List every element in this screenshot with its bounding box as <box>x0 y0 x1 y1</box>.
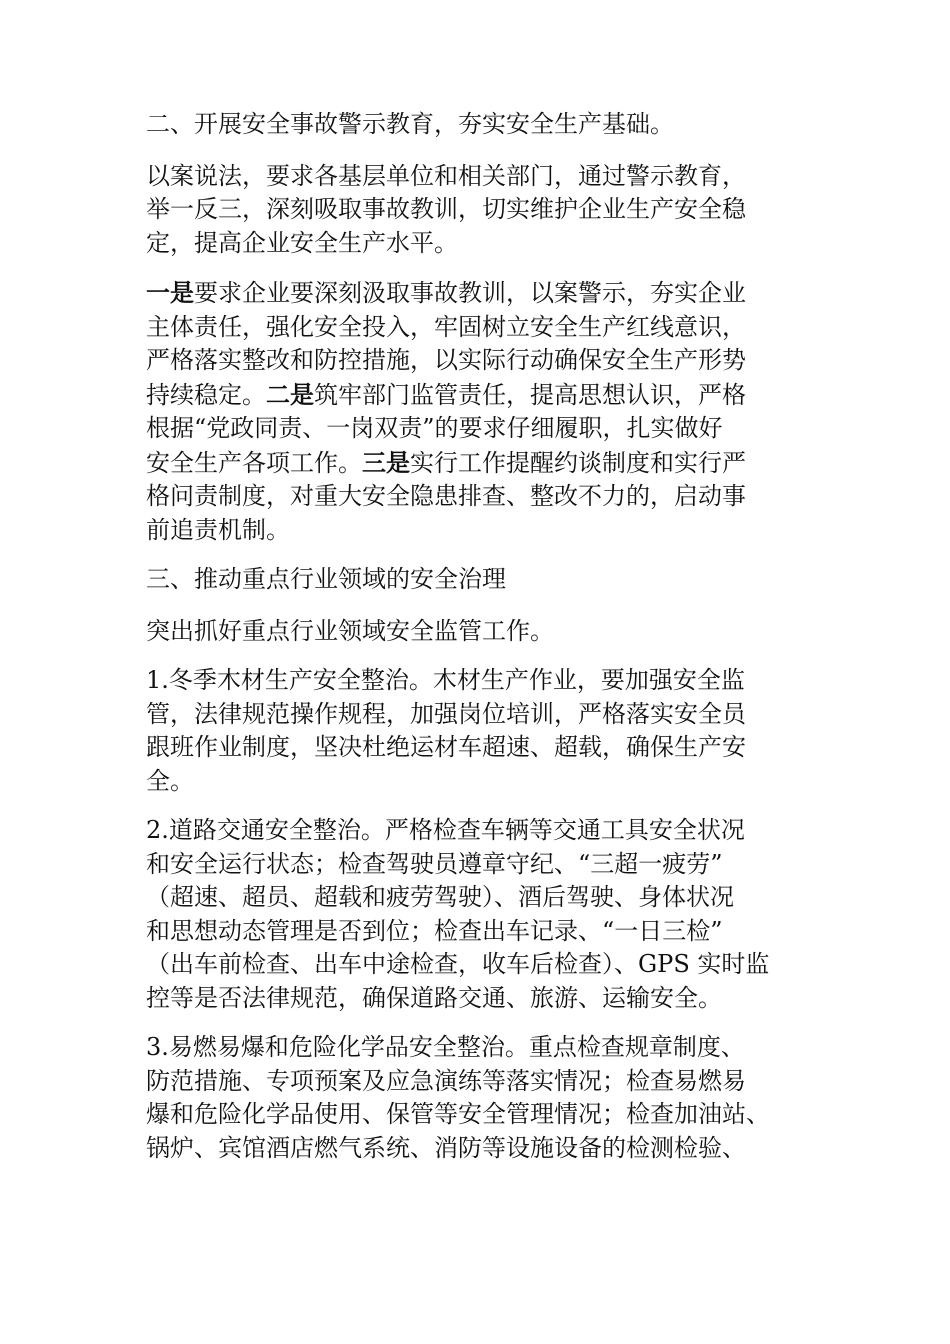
paragraph-item-2-traffic: 2.道路交通安全整治。严格检查车辆等交通工具安全状况 和安全运行状态；检查驾驶员遵章守纪、“三超一疲劳” （超速、超员、超载和疲劳驾驶）、酒后驾驶、身体状况 和思想动态管理是否到位；检查出车记录、“一日三检” （出车前检查、出车中途检查，收车后检查）、GPS 实时监 控等是否法律规范，确保道路交通、旅游、运输安全。 <box>146 816 770 1012</box>
point-text-three: 实行工作提醒约谈制度和实行严 格问责制度，对重大安全隐患排查、整改不力的，启动事 前追责机制。 <box>146 448 746 544</box>
section-heading-3: 三、推动重点行业领域的安全治理 <box>146 565 506 593</box>
paragraph-key-industries: 突出抓好重点行业领域安全监管工作。 <box>146 616 554 645</box>
point-marker-three: 三是 <box>362 447 410 477</box>
section-heading-2: 二、开展安全事故警示教育，夯实安全生产基础。 <box>146 110 674 138</box>
document-body <box>146 108 810 1181</box>
point-text-two: 筑牢部门监管责任，提高思想认识，严格 根据“党政同责、一岗双责”的要求仔细履职，扎实做好 安全生产各项工作。 <box>146 380 746 477</box>
paragraph-three-requirements <box>146 276 810 547</box>
point-marker-one: 一是 <box>146 278 194 307</box>
point-text-one: 要求企业要深刻汲取事故教训，以案警示，夯实企业 主体责任，强化安全投入，牢固树立安全生产红线意识， 严格落实整改和防控措施，以实际行动确保安全生产形势 持续稳定。 <box>146 279 746 409</box>
paragraph-item-1-timber: 1.冬季木材生产安全整治。木材生产作业，要加强安全监 管，法律规范操作规程，加强岗位培训，严格落实安全员 跟班作业制度，坚决杜绝运材车超速、超载，确保生产安 全。 <box>146 666 746 795</box>
paragraph-item-3-hazardous: 3.易燃易爆和危险化学品安全整治。重点检查规章制度、 防范措施、专项预案及应急演练等落实情况；检查易燃易 爆和危险化学品使用、保管等安全管理情况；检查加油站、 锅炉、宾馆酒店燃气系统、消防等设施设备的检测检验、 <box>146 1033 770 1162</box>
point-marker-two: 二是 <box>266 379 314 409</box>
paragraph-case-study: 以案说法，要求各基层单位和相关部门，通过警示教育， 举一反三，深刻吸取事故教训，切实维护企业生产安全稳 定，提高企业安全生产水平。 <box>146 161 746 257</box>
